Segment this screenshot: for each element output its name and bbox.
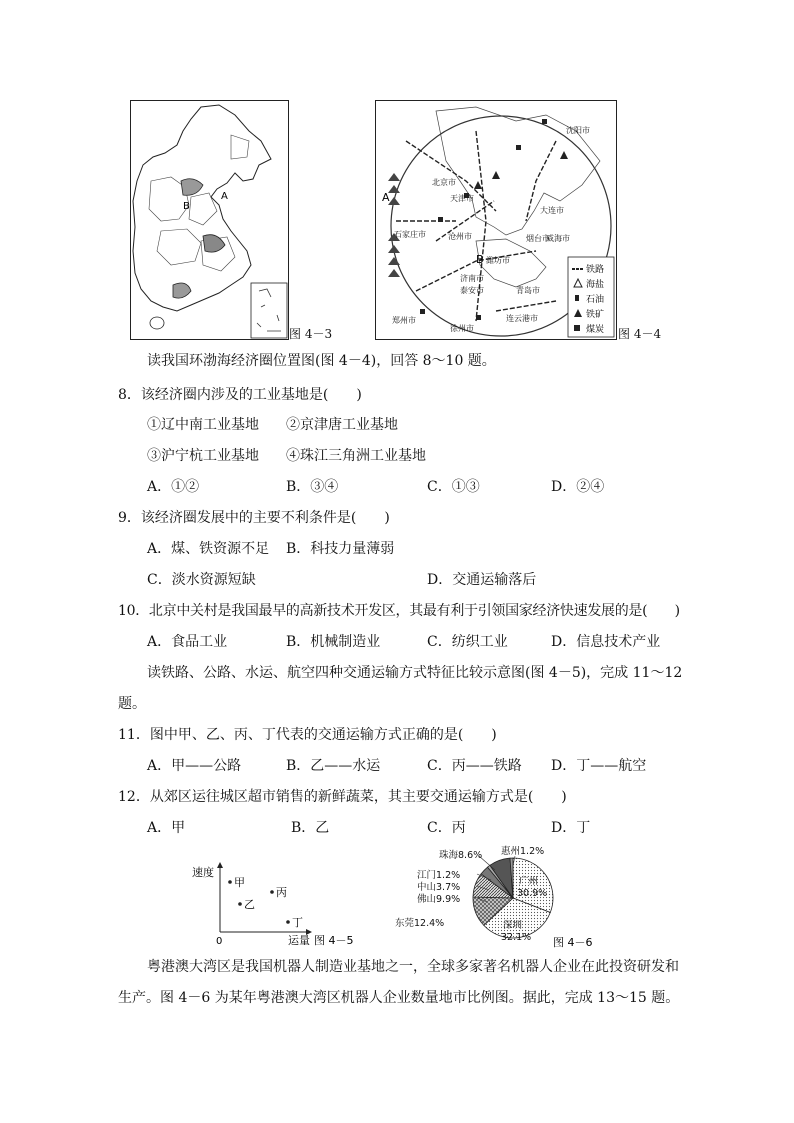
q11-option-b[interactable]: B．乙——水运 [286,758,381,774]
q8-option-a[interactable]: A．①② [147,479,200,495]
q8-item-4: ④珠江三角洲工业基地 [286,448,426,464]
point-ding [286,920,290,924]
q8-option-c[interactable]: C．①③ [427,479,480,495]
pie-label-foshan: 佛山9.9% [417,894,461,905]
q9-option-b[interactable]: B．科技力量薄弱 [286,541,395,557]
point-label-jia: 甲 [234,876,245,889]
pie-label-zhuhai: 珠海8.6% [439,850,483,861]
q9-option-d[interactable]: D．交通运输落后 [427,572,537,588]
city-label: 石家庄市 [394,230,426,239]
question-9-stem: 9．该经济圈发展中的主要不利条件是( ) [118,510,390,526]
pie-label-shenzhen-value: 32.1% [501,932,532,943]
region-a-hatch [181,179,203,196]
q8-item-1: ①辽中南工业基地 [147,417,259,433]
q8-item-3: ③沪宁杭工业基地 [147,448,259,464]
question-12-stem: 12．从郊区运往城区超市销售的新鲜蔬菜，其主要交通运输方式是( ) [118,789,567,805]
q9-option-a[interactable]: A．煤、铁资源不足 [147,541,270,557]
fig46-caption: 图 4－6 [553,936,593,949]
intro-11-12-line1: 读铁路、公路、水运、航空四种交通运输方式特征比较示意图(图 4－5)，完成 11～12 [147,665,683,681]
city-label: 郑州市 [392,316,416,325]
fig43-label-a: A [221,191,228,202]
city-label: 天津市 [450,194,474,203]
q8-option-d[interactable]: D．②④ [551,479,605,495]
fig43-caption: 图 4－3 [289,327,333,341]
pie-label-jiangmen: 江门1.2% [417,870,461,881]
legend-oil: 石油 [586,295,605,305]
para-13-15-line1: 粤港澳大湾区是我国机器人制造业基地之一，全球多家著名机器人企业在此投资研发和 [147,959,679,975]
china-map-outline [131,101,288,339]
pie-label-huizhou: 惠州1.2% [501,846,545,857]
q12-option-b[interactable]: B．乙 [291,820,330,836]
city-label: 潍坊市 [486,256,510,265]
figure-4-5-chart [190,860,360,946]
legend-coal: 煤炭 [586,325,605,335]
x-axis-label: 运量 [288,934,310,946]
city-label: 大连市 [540,206,564,215]
y-axis-label: 速度 [192,866,214,879]
point-bing [270,890,274,894]
q10-option-c[interactable]: C．纺织工业 [427,634,508,650]
fig44-label-b: B [476,253,484,266]
fig44-caption: 图 4－4 [618,327,662,341]
pie-label-guangzhou-value: 30.9% [517,888,548,899]
legend-iron: 铁矿 [586,310,605,320]
q11-option-c[interactable]: C．丙——铁路 [427,758,522,774]
city-label: 连云港市 [506,314,538,323]
pie-label-shenzhen-name: 深圳 [503,920,523,931]
figure-4-3-map [130,100,289,340]
q12-option-a[interactable]: A．甲 [147,820,186,836]
question-10-stem: 10．北京中关村是我国最早的高新技术开发区，其最有利于引领国家经济快速发展的是( ) [118,603,680,619]
point-label-yi: 乙 [244,898,255,911]
fig43-label-b: B [183,201,190,212]
q11-option-a[interactable]: A．甲——公路 [147,758,242,774]
city-label: 沈阳市 [566,126,590,135]
point-label-ding: 丁 [292,916,303,929]
q8-option-b[interactable]: B．③④ [286,479,339,495]
q10-option-d[interactable]: D．信息技术产业 [551,634,661,650]
origin-label: 0 [216,936,223,946]
q10-option-b[interactable]: B．机械制造业 [286,634,381,650]
q12-option-d[interactable]: D．丁 [551,820,591,836]
city-label: 沧州市 [448,232,472,241]
intro-11-12-line2: 题。 [118,696,146,712]
q12-option-c[interactable]: C．丙 [427,820,466,836]
city-label: 徐州市 [450,324,474,333]
legend-sea-salt: 海盐 [586,280,605,290]
para-13-15-line2: 生产。图 4－6 为某年粤港澳大湾区机器人企业数量地市比例图。据此，完成 13～15 题。 [118,990,680,1006]
question-8-stem: 8．该经济圈内涉及的工业基地是( ) [118,387,362,403]
pie-label-guangzhou-name: 广州 [519,876,539,887]
pie-label-dongguan: 东莞12.4% [395,918,445,929]
city-label: 青岛市 [516,286,540,295]
q10-option-a[interactable]: A．食品工业 [147,634,228,650]
city-label: 烟台市 [526,234,550,243]
q9-option-c[interactable]: C．淡水资源短缺 [147,572,256,588]
pie-label-zhongshan: 中山3.7% [417,882,461,893]
point-label-bing: 丙 [276,886,287,899]
q8-item-2: ②京津唐工业基地 [286,417,398,433]
figure-4-6-pie-chart [395,842,635,950]
fig45-caption: 图 4－5 [314,934,354,946]
fig44-label-a: A [382,191,390,204]
legend-railway: 铁路 [586,265,605,275]
city-label: 泰安市 [460,286,484,295]
south-china-sea-inset [251,283,287,338]
bohai-rim-map [376,101,616,339]
figure-4-4-map [375,100,617,340]
point-jia [228,880,232,884]
city-label: 济南市 [460,274,484,283]
q11-option-d[interactable]: D．丁——航空 [551,758,647,774]
city-label: 北京市 [432,178,456,187]
city-label: 威海市 [546,234,570,243]
intro-8-10: 读我国环渤海经济圈位置图(图 4－4)，回答 8～10 题。 [147,353,496,369]
point-yi [238,902,242,906]
question-11-stem: 11．图中甲、乙、丙、丁代表的交通运输方式正确的是( ) [118,727,497,743]
